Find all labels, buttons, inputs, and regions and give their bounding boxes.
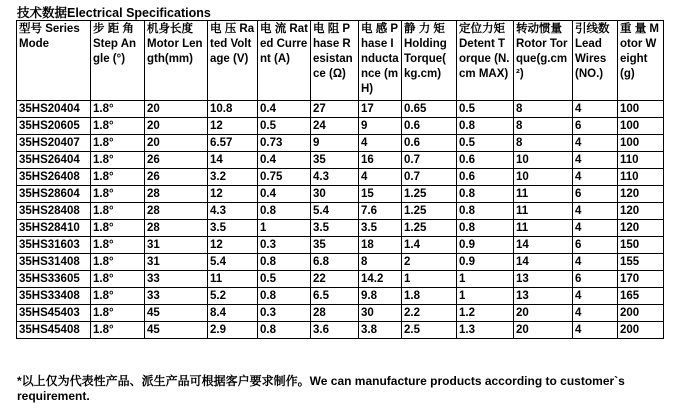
table-cell: 0.7 (402, 152, 457, 169)
model-cell: 35HS31408 (17, 254, 91, 271)
model-cell: 35HS31603 (17, 237, 91, 254)
table-cell: 120 (618, 203, 664, 220)
table-cell: 4 (573, 152, 618, 169)
table-cell: 6 (573, 186, 618, 203)
table-cell: 2 (402, 254, 457, 271)
model-cell: 35HS20605 (17, 118, 91, 135)
table-cell: 4 (359, 135, 402, 152)
table-cell: 0.4 (258, 101, 311, 118)
table-cell: 120 (618, 186, 664, 203)
table-cell: 31 (145, 237, 208, 254)
table-cell: 3.5 (208, 220, 258, 237)
table-cell: 13 (514, 288, 573, 305)
table-cell: 0.5 (457, 101, 514, 118)
table-cell: 6.5 (311, 288, 359, 305)
table-cell: 11 (514, 203, 573, 220)
table-cell: 1.2 (457, 305, 514, 322)
table-cell: 0.8 (457, 203, 514, 220)
table-cell: 0.9 (457, 237, 514, 254)
column-header: 电 阻 Phase Resistance (Ω) (311, 21, 359, 101)
table-cell: 20 (514, 322, 573, 339)
table-row (17, 220, 664, 237)
table-row (17, 135, 664, 152)
column-header: 重 量 Motor Weight (g) (618, 21, 664, 101)
table-cell: 1.25 (402, 203, 457, 220)
table-cell: 1 (258, 220, 311, 237)
table-row (17, 322, 664, 339)
column-header: 电 压 Rated Voltage (V) (208, 21, 258, 101)
model-cell: 35HS28604 (17, 186, 91, 203)
table-row (17, 169, 664, 186)
model-cell: 35HS26408 (17, 169, 91, 186)
table-cell: 0.5 (258, 118, 311, 135)
table-cell: 6 (573, 271, 618, 288)
table-cell: 3.2 (208, 169, 258, 186)
table-title: 技术数据Electrical Specifications (17, 6, 211, 20)
table-cell: 28 (311, 305, 359, 322)
table-row (17, 101, 664, 118)
table-cell: 1 (402, 271, 457, 288)
column-header: 电 流 Rated Current (A) (258, 21, 311, 101)
table-cell: 0.8 (457, 118, 514, 135)
table-cell: 17 (359, 101, 402, 118)
table-cell: 120 (618, 220, 664, 237)
table-cell: 0.6 (457, 152, 514, 169)
table-cell: 45 (145, 322, 208, 339)
table-cell: 0.9 (457, 254, 514, 271)
table-cell: 35 (311, 152, 359, 169)
table-cell: 15 (359, 186, 402, 203)
table-cell: 110 (618, 169, 664, 186)
table-cell: 13 (514, 271, 573, 288)
table-cell: 0.6 (457, 169, 514, 186)
table-cell: 14 (514, 237, 573, 254)
table-row (17, 305, 664, 322)
table-header-row (17, 21, 664, 101)
table-cell: 10 (514, 169, 573, 186)
table-cell: 1.8° (91, 254, 145, 271)
table-cell: 20 (145, 118, 208, 135)
table-cell: 1.8° (91, 203, 145, 220)
table-cell: 4.3 (208, 203, 258, 220)
column-header: 引线数 Lead Wires (NO.) (573, 21, 618, 101)
table-cell: 170 (618, 271, 664, 288)
table-cell: 1 (457, 288, 514, 305)
table-cell: 10.8 (208, 101, 258, 118)
model-cell: 35HS20407 (17, 135, 91, 152)
table-cell: 8 (514, 101, 573, 118)
table-cell: 2.5 (402, 322, 457, 339)
electrical-specifications-table (16, 20, 664, 339)
table-cell: 9 (311, 135, 359, 152)
table-cell: 0.65 (402, 101, 457, 118)
column-header: 静 力 矩 Holding Torque( kg.cm) (402, 21, 457, 101)
table-cell: 24 (311, 118, 359, 135)
table-cell: 1.8° (91, 271, 145, 288)
table-row (17, 271, 664, 288)
table-cell: 8.4 (208, 305, 258, 322)
table-cell: 20 (145, 101, 208, 118)
table-cell: 6 (573, 118, 618, 135)
table-cell: 20 (514, 305, 573, 322)
table-cell: 1 (457, 271, 514, 288)
table-cell: 26 (145, 152, 208, 169)
table-row (17, 203, 664, 220)
table-cell: 0.8 (457, 186, 514, 203)
table-cell: 1.8° (91, 305, 145, 322)
table-cell: 10 (514, 152, 573, 169)
table-cell: 7.6 (359, 203, 402, 220)
table-cell: 0.8 (258, 254, 311, 271)
model-cell: 35HS33408 (17, 288, 91, 305)
table-row (17, 254, 664, 271)
table-row (17, 152, 664, 169)
table-cell: 4 (573, 203, 618, 220)
table-cell: 3.5 (359, 220, 402, 237)
table-cell: 33 (145, 288, 208, 305)
table-cell: 200 (618, 322, 664, 339)
table-cell: 14.2 (359, 271, 402, 288)
model-cell: 35HS33605 (17, 271, 91, 288)
table-cell: 4 (573, 322, 618, 339)
table-cell: 16 (359, 152, 402, 169)
table-cell: 200 (618, 305, 664, 322)
table-cell: 6.8 (311, 254, 359, 271)
table-cell: 3.5 (311, 220, 359, 237)
model-cell: 35HS45408 (17, 322, 91, 339)
table-cell: 45 (145, 305, 208, 322)
model-cell: 35HS45403 (17, 305, 91, 322)
table-cell: 1.4 (402, 237, 457, 254)
table-cell: 0.8 (258, 288, 311, 305)
table-cell: 33 (145, 271, 208, 288)
table-cell: 1.8° (91, 135, 145, 152)
column-header: 电 感 Phase Inductance (mH) (359, 21, 402, 101)
table-cell: 28 (145, 186, 208, 203)
table-cell: 0.4 (258, 186, 311, 203)
table-cell: 1.25 (402, 186, 457, 203)
table-cell: 2.2 (402, 305, 457, 322)
table-cell: 4 (573, 135, 618, 152)
table-row (17, 186, 664, 203)
column-header: 转动惯量 Rotor Torque(g.cm²) (514, 21, 573, 101)
table-row (17, 237, 664, 254)
table-cell: 0.6 (402, 118, 457, 135)
table-cell: 100 (618, 135, 664, 152)
table-cell: 1.3 (457, 322, 514, 339)
table-cell: 28 (145, 220, 208, 237)
table-cell: 12 (208, 186, 258, 203)
table-cell: 12 (208, 118, 258, 135)
table-cell: 1.8° (91, 322, 145, 339)
table-cell: 6.57 (208, 135, 258, 152)
table-cell: 4 (573, 305, 618, 322)
table-cell: 28 (145, 203, 208, 220)
table-cell: 4 (573, 288, 618, 305)
table-cell: 1.8° (91, 152, 145, 169)
table-cell: 0.3 (258, 237, 311, 254)
table-cell: 0.7 (402, 169, 457, 186)
table-cell: 0.73 (258, 135, 311, 152)
table-cell: 0.3 (258, 305, 311, 322)
table-cell: 30 (359, 305, 402, 322)
table-cell: 110 (618, 152, 664, 169)
table-cell: 9.8 (359, 288, 402, 305)
table-cell: 0.5 (258, 271, 311, 288)
table-cell: 11 (514, 220, 573, 237)
table-cell: 0.8 (457, 220, 514, 237)
table-cell: 1.8° (91, 169, 145, 186)
footnote: *以上仅为代表性产品、派生产品可根据客户要求制作。We can manufacture products according to customer`s requirement. (17, 374, 625, 403)
table-cell: 1.8° (91, 186, 145, 203)
table-cell: 5.4 (208, 254, 258, 271)
table-cell: 14 (514, 254, 573, 271)
table-cell: 3.6 (311, 322, 359, 339)
table-cell: 1.8° (91, 220, 145, 237)
model-cell: 35HS28408 (17, 203, 91, 220)
table-cell: 4 (573, 220, 618, 237)
table-cell: 3.8 (359, 322, 402, 339)
table-cell: 1.8° (91, 288, 145, 305)
table-cell: 8 (514, 135, 573, 152)
column-header: 步 距 角 Step Angle (°) (91, 21, 145, 101)
table-cell: 4 (573, 169, 618, 186)
table-cell: 11 (208, 271, 258, 288)
table-cell: 1.8 (402, 288, 457, 305)
table-cell: 14 (208, 152, 258, 169)
table-cell: 0.75 (258, 169, 311, 186)
table-cell: 0.8 (258, 322, 311, 339)
table-cell: 100 (618, 101, 664, 118)
column-header: 型号 Series Mode (17, 21, 91, 101)
table-cell: 0.5 (457, 135, 514, 152)
table-cell: 5.4 (311, 203, 359, 220)
table-cell: 1.25 (402, 220, 457, 237)
table-cell: 0.4 (258, 152, 311, 169)
table-cell: 0.8 (258, 203, 311, 220)
table-cell: 1.8° (91, 101, 145, 118)
table-row (17, 288, 664, 305)
table-cell: 4.3 (311, 169, 359, 186)
column-header: 定位力矩 Detent Torque (N.cm MAX) (457, 21, 514, 101)
column-header: 机身长度 Motor Length(mm) (145, 21, 208, 101)
table-body (17, 101, 664, 339)
table-cell: 27 (311, 101, 359, 118)
table-cell: 22 (311, 271, 359, 288)
table-cell: 20 (145, 135, 208, 152)
table-cell: 30 (311, 186, 359, 203)
model-cell: 35HS20404 (17, 101, 91, 118)
model-cell: 35HS26404 (17, 152, 91, 169)
table-cell: 11 (514, 186, 573, 203)
table-cell: 150 (618, 237, 664, 254)
table-cell: 5.2 (208, 288, 258, 305)
table-row (17, 118, 664, 135)
table-cell: 100 (618, 118, 664, 135)
table-cell: 4 (573, 254, 618, 271)
table-cell: 4 (359, 169, 402, 186)
table-cell: 9 (359, 118, 402, 135)
table-cell: 35 (311, 237, 359, 254)
table-cell: 165 (618, 288, 664, 305)
model-cell: 35HS28410 (17, 220, 91, 237)
table-cell: 31 (145, 254, 208, 271)
table-cell: 26 (145, 169, 208, 186)
table-cell: 6 (573, 237, 618, 254)
table-cell: 4 (573, 101, 618, 118)
table-cell: 2.9 (208, 322, 258, 339)
table-cell: 12 (208, 237, 258, 254)
table-cell: 1.8° (91, 237, 145, 254)
table-cell: 155 (618, 254, 664, 271)
table-cell: 8 (359, 254, 402, 271)
table-cell: 0.6 (402, 135, 457, 152)
table-cell: 8 (514, 118, 573, 135)
table-cell: 18 (359, 237, 402, 254)
table-cell: 1.8° (91, 118, 145, 135)
